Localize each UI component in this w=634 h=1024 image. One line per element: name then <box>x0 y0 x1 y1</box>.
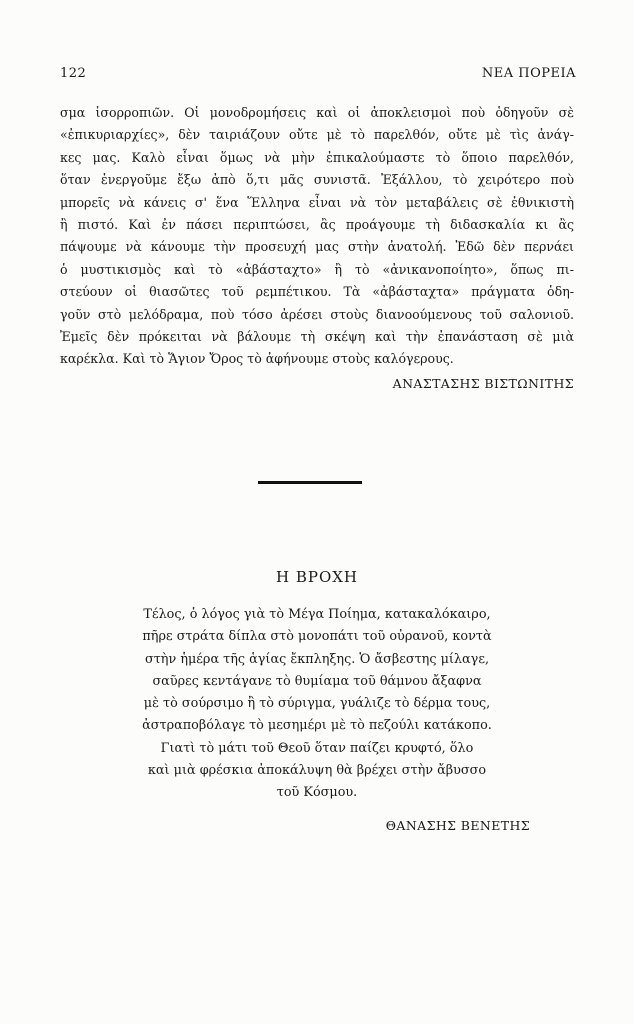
essay-line: κες μας. Καλὸ εἶναι ὅμως νὰ μὴν ἐπικαλούμαστε τὸ ὅποιο παρελθόν, <box>60 149 574 165</box>
essay-line: γοῦν στὸ μελόδραμα, ποὺ τόσο ἀρέσει στοὺς διανοούμενους τοῦ σαλονιοῦ. <box>60 306 574 322</box>
poem-line: στὴν ἡμέρα τῆς ἁγίας ἔκπληξης. Ὁ ἄσβεστης μίλαγε, <box>144 651 490 667</box>
poem-line: καὶ μιὰ φρέσκια ἀποκάλυψη θὰ βρέχει στὴν ἄβυσσο <box>147 763 487 779</box>
essay-line: ὁ μυστικισμὸς καὶ τὸ «ἀβάσταχτο» ἢ τὸ «ἀνικανοποίητο», ὅπως πι- <box>60 261 574 277</box>
poem-line: μὲ τὸ σούρσιμο ἢ τὸ σύριγμα, γυάλιζε τὸ δέρμα τους, <box>143 696 491 712</box>
poem-author-signature: ΘΑΝΑΣΗΣ ΒΕΝΕΤΗΣ <box>385 818 530 833</box>
essay-line: πάψουμε νὰ κάνουμε τὴν προσευχή μας στὴν ἀνατολή. Ἐδῶ δὲν περνάει <box>60 239 574 255</box>
essay-line: στεύουν οἱ θιασῶτες τοῦ ρεμπέτικου. Τὰ «ἀβάσταχτα» πράγματα ὁδη- <box>60 284 574 300</box>
poem-line: Τέλος, ὁ λόγος γιὰ τὸ Μέγα Ποίημα, κατακαλόκαιρο, <box>143 607 491 622</box>
essay-line: καρέκλα. Καὶ τὸ Ἅγιον Ὄρος τὸ ἀφήνουμε στοὺς καλόγερους. <box>60 351 454 367</box>
essay-line: ἢ πιστό. Καὶ ἐν πάσει περιπτώσει, ἂς προάγουμε τὴ διδασκαλία κι ἂς <box>60 217 574 233</box>
poem-line: πῆρε στράτα δίπλα στὸ μονοπάτι τοῦ οὐρανοῦ, κοντὰ <box>142 629 492 645</box>
essay-author-signature: ΑΝΑΣΤΑΣΗΣ ΒΙΣΤΩΝΙΤΗΣ <box>392 376 574 391</box>
poem-line: τοῦ Κόσμου. <box>276 785 358 801</box>
section-divider <box>258 481 362 484</box>
essay-line: σμα ἰσορροπιῶν. Οἱ μονοδρομήσεις καὶ οἱ ἀποκλεισμοὶ ποὺ ὁδηγοῦν σὲ <box>60 105 574 120</box>
poem-line: σαῦρες κεντάγανε τὸ θυμίαμα τοῦ θάμνου ἄξαφνα <box>152 673 482 689</box>
poem-line: ἀστραποβόλαγε τὸ μεσημέρι μὲ τὸ πεζούλι κατάκοπο. <box>142 718 492 734</box>
essay-line: «ἐπικυριαρχίες», δὲν ταιριάζουν οὔτε μὲ τὸ παρελθόν, οὔτε μὲ τὶς ἀνάγ- <box>60 127 574 143</box>
running-header <box>60 66 576 81</box>
poem-line: Γιατὶ τὸ μάτι τοῦ Θεοῦ ὅταν παίζει κρυφτό, ὅλο <box>160 740 474 756</box>
poem-title: Η ΒΡΟΧΗ <box>275 568 359 586</box>
essay-line: μπορεῖς νὰ κάνεις σ' ἕνα Ἕλληνα εἶναι νὰ τὸν μεταβάλεις σὲ ἐθνικιστὴ <box>60 194 574 210</box>
page-number: 122 <box>60 66 87 81</box>
journal-title: ΝΕΑ ΠΟΡΕΙΑ <box>481 66 576 81</box>
essay-line: Ἐμεῖς δὲν πρόκειται νὰ βάλουμε τὴ σκέψη καὶ τὴν ἐπανάσταση σὲ μιὰ <box>60 329 574 345</box>
poem-body <box>0 604 634 805</box>
essay-line: ὅταν ἐνεργοῦμε ἔξω ἀπὸ ὅ,τι μᾶς συνιστᾶ. Ἐξάλλου, τὸ χειρότερο ποὺ <box>60 172 574 188</box>
essay-paragraph <box>60 102 574 371</box>
